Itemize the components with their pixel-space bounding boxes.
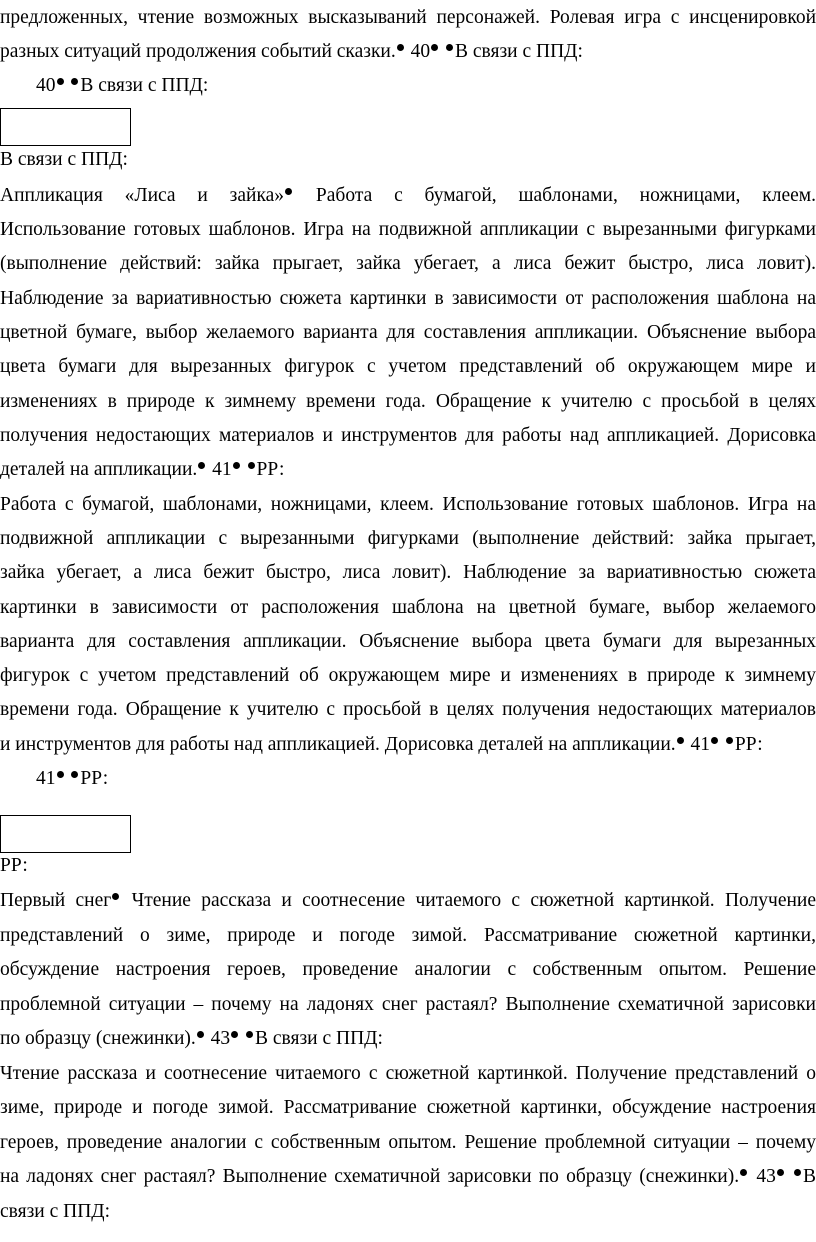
text-line: героев, проведение аналогии с собственным опытом. Решение проблемной ситуации – почему: [0, 1132, 816, 1153]
text-line: фигурок с учетом представлений об окружающем мире и изменениях в природе к зимнему: [0, 665, 816, 686]
text-line: проблемной ситуации – почему на ладонях снег растаял? Выполнение схематичной зарисовки: [0, 994, 816, 1015]
bullet-icon: [57, 78, 64, 85]
text-line: Чтение рассказа и соотнесение читаемого с сюжетной картинкой. Получение представлений о: [0, 1063, 816, 1084]
text-line: зайка убегает, а лиса бежит быстро, лиса ловит). Наблюдение за вариативностью сюжета: [0, 562, 816, 583]
text-line: картинки в зависимости от расположения шаблона на цветной бумаге, выбор желаемого: [0, 597, 816, 618]
bullet-icon: [112, 893, 119, 900]
text-line: времени года. Обращение к учителю с просьбой в целях получения недостающих материалов: [0, 699, 816, 720]
section-heading: В связи с ППД:: [0, 149, 128, 170]
text-line: подвижной аппликации с вырезанными фигурками (выполнение действий: зайка прыгает,: [0, 528, 816, 549]
text-line: зиме, природе и погоде зимой. Рассматривание сюжетной картинки, обсуждение настроения: [0, 1097, 816, 1118]
bullet-icon: [231, 1031, 238, 1038]
text-line: связи с ППД:: [0, 1201, 111, 1222]
bullet-icon: [677, 737, 684, 744]
text-line: на ладонях снег растаял? Выполнение схематичной зарисовки по образцу (снежинки). 43 В: [0, 1166, 816, 1187]
reference-line: 40 В связи с ППД:: [36, 75, 209, 96]
text-line: обсуждение настроения героев, проведение аналогии с собственным опытом. Решение: [0, 959, 816, 980]
text-line: разных ситуаций продолжения событий сказки. 40 В связи с ППД:: [0, 41, 583, 62]
bullet-icon: [246, 1031, 253, 1038]
text-line: изменениях в природе к зимнему времени года. Обращение к учителю с просьбой в целях: [0, 391, 816, 412]
text-line: цвета бумаги для вырезанных фигурок с учетом представлений об окружающем мире и: [0, 356, 816, 377]
text-line: получения недостающих материалов и инструментов для работы над аппликацией. Дорисовка: [0, 425, 816, 446]
section-heading: РР:: [0, 855, 28, 876]
bullet-icon: [285, 188, 292, 195]
text-line: представлений о зиме, природе и погоде зимой. Рассматривание сюжетной картинки,: [0, 925, 816, 946]
text-line: Использование готовых шаблонов. Игра на подвижной аппликации с вырезанными фигурками: [0, 219, 816, 240]
bullet-icon: [198, 462, 205, 469]
bullet-icon: [197, 1031, 204, 1038]
bullet-icon: [446, 44, 453, 51]
bullet-icon: [777, 1169, 784, 1176]
bullet-icon: [740, 1169, 747, 1176]
text-line: Работа с бумагой, шаблонами, ножницами, клеем. Использование готовых шаблонов. Игра на: [0, 494, 816, 515]
bullet-icon: [233, 462, 240, 469]
bullet-icon: [71, 771, 78, 778]
reference-line: 41 РР:: [36, 768, 109, 789]
text-line: предложенных, чтение возможных высказываний персонажей. Ролевая игра с инсценировкой: [0, 7, 816, 28]
text-line: Аппликация «Лиса и зайка» Работа с бумагой, шаблонами, ножницами, клеем.: [0, 185, 816, 206]
text-line: по образцу (снежинки). 43 В связи с ППД:: [0, 1028, 383, 1049]
bullet-icon: [397, 44, 404, 51]
text-line: варианта для составления аппликации. Объяснение выбора цвета бумаги для вырезанных: [0, 631, 816, 652]
bullet-icon: [726, 737, 733, 744]
bullet-icon: [71, 78, 78, 85]
text-line: Наблюдение за вариативностью сюжета картинки в зависимости от расположения шаблона на: [0, 288, 816, 309]
bullet-icon: [711, 737, 718, 744]
text-line: и инструментов для работы над аппликацией. Дорисовка деталей на аппликации. 41 РР:: [0, 734, 763, 755]
text-line: Первый снег Чтение рассказа и соотнесение читаемого с сюжетной картинкой. Получение: [0, 890, 816, 911]
text-line: цветной бумаге, выбор желаемого варианта для составления аппликации. Объяснение выбора: [0, 322, 816, 343]
bullet-icon: [794, 1169, 801, 1176]
bullet-icon: [431, 44, 438, 51]
bullet-icon: [248, 462, 255, 469]
empty-box: [0, 108, 131, 146]
empty-box: [0, 815, 131, 853]
text-line: деталей на аппликации. 41 РР:: [0, 459, 285, 480]
bullet-icon: [57, 771, 64, 778]
text-line: (выполнение действий: зайка прыгает, зайка убегает, а лиса бежит быстро, лиса ловит).: [0, 253, 816, 274]
